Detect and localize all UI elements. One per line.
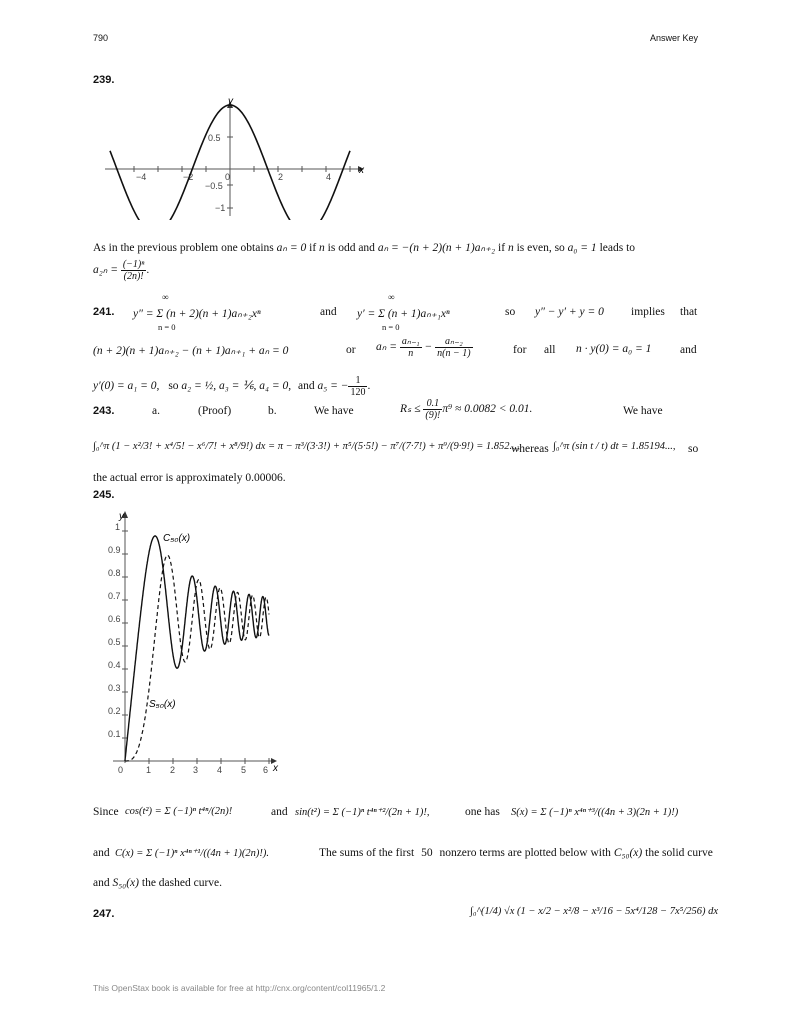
- y-axis-label: y: [119, 511, 124, 522]
- c50-solid-curve: [125, 536, 269, 761]
- y-tick-label: 0.7: [108, 591, 121, 601]
- x-tick-label: 5: [241, 765, 247, 775]
- y-tick-label: 0.2: [108, 706, 121, 716]
- y-tick-label: 0.8: [108, 568, 121, 578]
- actual-error: the actual error is approximately 0.00006.: [93, 472, 286, 484]
- s50-dashed-curve: [125, 555, 269, 761]
- y-double-prime-series: y″ = Σ (n + 2)(n + 1)aₙ₊₂xⁿ: [133, 308, 261, 320]
- x-tick-label: 0: [225, 172, 231, 182]
- y-tick-label: −0.5: [205, 181, 223, 191]
- proof-label: (Proof): [198, 405, 232, 417]
- problem-247-number: 247.: [93, 908, 115, 920]
- problem-239-graph: [100, 96, 370, 220]
- word-and: and: [320, 306, 337, 318]
- ode-equation: y″ − y′ + y = 0: [535, 306, 604, 318]
- word-since: Since: [93, 806, 119, 818]
- problem-243-number: 243.: [93, 405, 115, 417]
- word-and: and: [680, 344, 697, 356]
- y-tick-label: 0.9: [108, 545, 121, 555]
- x-axis-label: x: [359, 165, 364, 176]
- word-for: for: [513, 344, 527, 356]
- x-tick-label: 1: [146, 765, 152, 775]
- problem-245-graph: [105, 508, 285, 778]
- part-b: b.: [268, 405, 277, 417]
- x-tick-label: 0: [118, 765, 124, 775]
- one-has: one has: [465, 806, 500, 818]
- recurrence: (n + 2)(n + 1)aₙ₊₂ − (n + 1)aₙ₊₁ + aₙ = 0: [93, 345, 289, 357]
- sum-bottom: n = 0: [158, 322, 176, 332]
- problem-239-line1: As in the previous problem one obtains aₙ = 0 if n is odd and aₙ = −(n + 2)(n + 1)aₙ₊₂ if n is even, so a₀ = 1 leads to: [93, 242, 636, 254]
- problem-239-line2: a₂ₙ = $\frac{\text{(−1)ⁿ}}{(2n)!}$ .: [93, 259, 150, 282]
- y-tick-label: 0.1: [108, 729, 121, 739]
- sum-top: ∞: [388, 292, 395, 302]
- x-tick-label: 2: [170, 765, 176, 775]
- word-implies: implies: [631, 306, 665, 318]
- y-tick-label: 0.5: [208, 133, 221, 143]
- word-or: or: [346, 344, 356, 356]
- sum-top: ∞: [162, 292, 169, 302]
- initial-condition: n · y(0) = a₀ = 1: [576, 343, 652, 355]
- x-tick-label: 6: [263, 765, 269, 775]
- we-have: We have: [314, 405, 354, 417]
- dashed-sentence: and S₅₀(x) the dashed curve.: [93, 877, 223, 889]
- sums-sentence: The sums of the first 50 nonzero terms are plotted below with C₅₀(x) the solid curve: [319, 847, 713, 859]
- y-tick-label: 0.5: [108, 637, 121, 647]
- x-tick-label: −2: [183, 172, 194, 182]
- x-tick-label: −4: [136, 172, 147, 182]
- remainder-bound: Rₛ ≤ $\frac{0.1}{(9)!}$ π⁹ ≈ 0.0082 < 0.01.: [400, 398, 533, 421]
- footer-notice: This OpenStax book is available for free at http://cnx.org/content/col11965/1.2: [93, 983, 386, 993]
- word-whereas: whereas: [511, 443, 549, 455]
- recurrence-solved: aₙ = $\frac{\text{aₙ₋₁}}{n}$ − $\frac{\text{aₙ₋₂}}{n(n - 1)}$: [376, 336, 471, 359]
- section-title: Answer Key: [649, 33, 698, 43]
- problem-247-integral: ∫₀^(1/4) √x (1 − x/2 − x²/8 − x³/16 − 5x⁴/128 − 7x⁵/256) dx: [470, 906, 718, 917]
- page-number: 790: [93, 33, 109, 43]
- taylor-integral: ∫₀^π (1 − x²/3! + x⁴/5! − x⁶/7! + x⁸/9!) dx = π − π³/(3·3!) + π⁵/(5·5!) − π⁷/(7·7!) + π⁹/(9·9!) = 1.852...,: [93, 441, 521, 452]
- problem-245-number: 245.: [93, 489, 115, 501]
- problem-239-number: 239.: [93, 74, 115, 86]
- word-that: that: [680, 306, 698, 318]
- y-tick-label: −1: [215, 203, 226, 213]
- x-tick-label: 3: [193, 765, 199, 775]
- word-and: and: [271, 806, 288, 818]
- problem-241-line3: y′(0) = a₁ = 0, so a₂ = ½, a₃ = ⅙, a₄ = 0, and a₅ = − $\frac{1}{120}$ .: [93, 375, 371, 398]
- word-so: so: [688, 443, 699, 455]
- y-tick-label: 0.3: [108, 683, 121, 693]
- y-tick-label: 1: [115, 522, 121, 532]
- y-axis-label: y: [228, 96, 233, 107]
- sine-integral: ∫₀^π (sin t / t) dt = 1.85194...,: [553, 441, 676, 452]
- sum-bottom: n = 0: [382, 322, 400, 332]
- sin-series: sin(t²) = Σ (−1)ⁿ t⁴ⁿ⁺²/(2n + 1)!,: [295, 807, 430, 818]
- we-have: We have: [623, 405, 663, 417]
- x-tick-label: 2: [278, 172, 284, 182]
- c-series: C(x) = Σ (−1)ⁿ x⁴ⁿ⁺¹/((4n + 1)(2n)!).: [115, 848, 270, 859]
- y-tick-label: 0.4: [108, 660, 121, 670]
- word-all: all: [544, 344, 556, 356]
- y-prime-series: y′ = Σ (n + 1)aₙ₊₁xⁿ: [357, 308, 450, 320]
- x-axis-label: x: [273, 763, 278, 774]
- part-a: a.: [152, 405, 160, 417]
- problem-241-number: 241.: [93, 306, 115, 318]
- s50-label: S₅₀(x): [149, 699, 176, 710]
- s-series: S(x) = Σ (−1)ⁿ x⁴ⁿ⁺³/((4n + 3)(2n + 1)!): [511, 807, 679, 818]
- cos-series: cos(t²) = Σ (−1)ⁿ t⁴ⁿ/(2n)!: [125, 806, 233, 817]
- word-so: so: [505, 306, 516, 318]
- x-tick-label: 4: [326, 172, 332, 182]
- word-and: and: [93, 847, 110, 859]
- c50-label: C₅₀(x): [163, 533, 191, 544]
- y-tick-label: 0.6: [108, 614, 121, 624]
- x-tick-label: 4: [217, 765, 223, 775]
